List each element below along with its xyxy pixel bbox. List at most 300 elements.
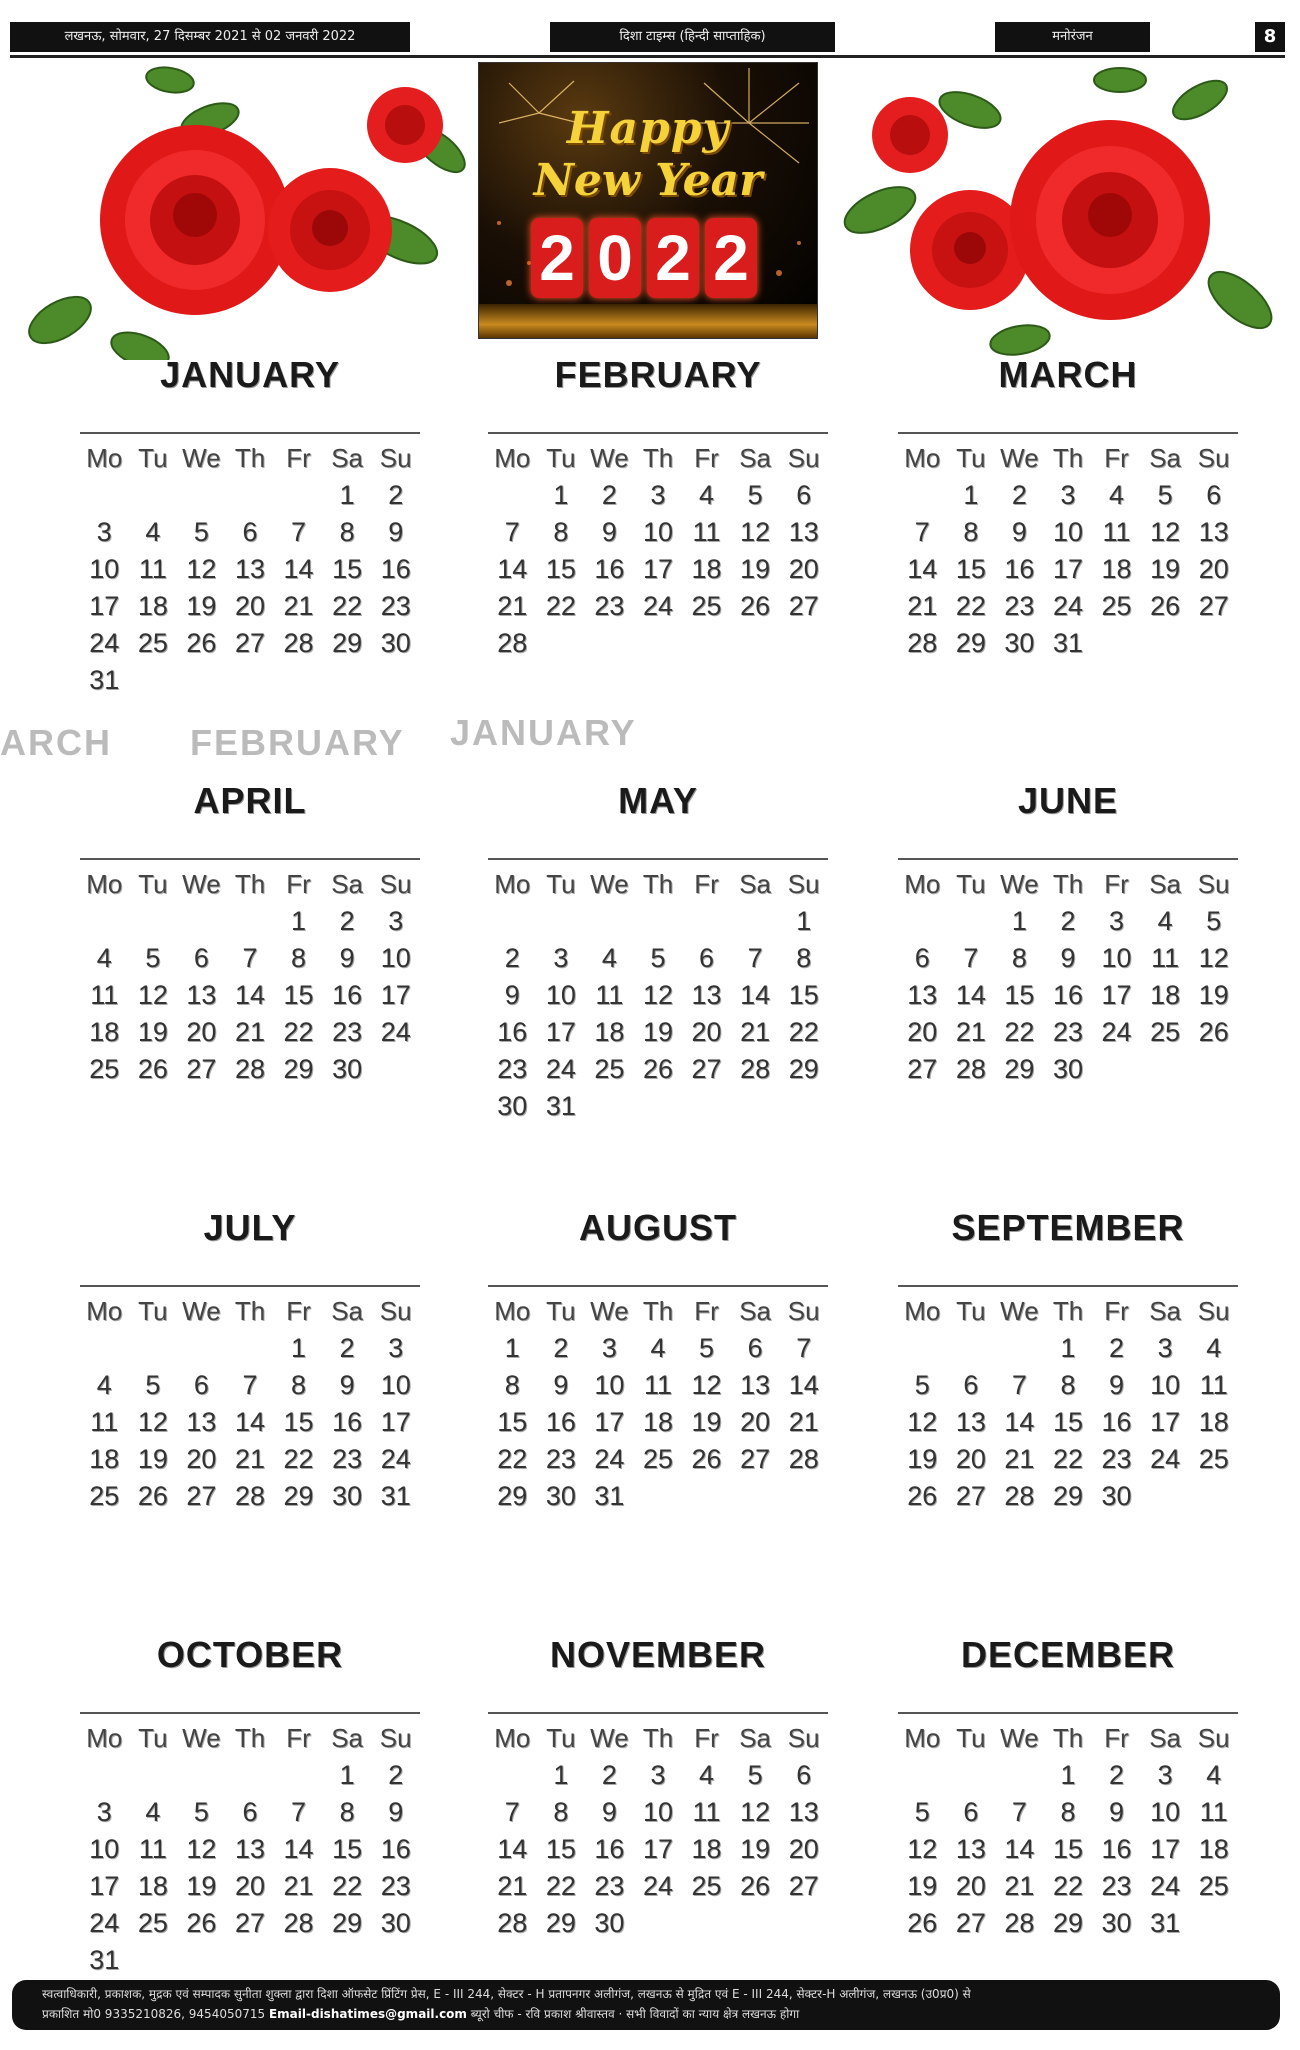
day-cell: 15 (1052, 1834, 1084, 1864)
day-cell: 15 (545, 1834, 576, 1864)
day-cell: 6 (747, 1333, 763, 1363)
weekday-header: Fr (694, 1723, 719, 1753)
day-cell: 27 (740, 1444, 771, 1474)
year-digit: 2 (647, 218, 699, 298)
weekday-header: We (1000, 443, 1039, 473)
empty-cell (226, 477, 275, 514)
day-cell: 12 (186, 1834, 217, 1864)
weekday-header: Su (787, 869, 820, 899)
day-cell: 6 (914, 943, 930, 973)
day-cell: 20 (788, 1834, 819, 1864)
day-cell: 10 (545, 980, 576, 1010)
day-cell: 5 (1157, 480, 1173, 510)
day-cell: 21 (497, 1871, 528, 1901)
day-cell: 30 (1052, 1054, 1084, 1084)
day-cell: 8 (1011, 943, 1027, 973)
day-cell: 15 (1052, 1407, 1084, 1437)
day-cell: 29 (1004, 1054, 1035, 1084)
day-cell: 10 (594, 1370, 625, 1400)
day-cell: 8 (504, 1370, 520, 1400)
day-cell: 17 (642, 1834, 674, 1864)
day-cell: 6 (242, 517, 258, 547)
day-cell: 4 (601, 943, 617, 973)
day-cell: 27 (955, 1908, 986, 1938)
day-cell: 16 (380, 554, 411, 584)
day-cell: 23 (1101, 1871, 1132, 1901)
day-cell: 13 (186, 1407, 217, 1437)
empty-cell (80, 477, 129, 514)
day-cell: 9 (339, 943, 355, 973)
day-cell: 24 (642, 591, 674, 621)
day-cell: 25 (691, 591, 722, 621)
weekday-header: Mo (494, 869, 531, 899)
empty-cell (129, 1757, 178, 1794)
day-cell: 9 (601, 1797, 617, 1827)
day-cell: 23 (594, 1871, 625, 1901)
day-cell: 27 (234, 1908, 266, 1938)
weekday-header: Su (379, 1296, 412, 1326)
day-cell: 21 (788, 1407, 819, 1437)
day-cell: 6 (193, 1370, 209, 1400)
day-cell: 16 (1052, 980, 1084, 1010)
month-rule (488, 432, 828, 434)
ghost-label: FEBRUARY (190, 722, 405, 763)
day-cell: 15 (332, 1834, 363, 1864)
day-cell: 31 (89, 665, 120, 695)
day-cell: 11 (692, 1797, 721, 1827)
day-cell: 16 (497, 1017, 528, 1047)
month-rule (80, 1285, 420, 1287)
weekday-header: Sa (1149, 869, 1182, 899)
day-cell: 15 (283, 1407, 314, 1437)
day-cell: 8 (796, 943, 812, 973)
day-cell: 18 (1150, 980, 1181, 1010)
weekday-header: Th (234, 869, 266, 899)
imprint-contact: प्रकाशित मो0 9335210826, 9454050715 (42, 2007, 266, 2021)
empty-cell (585, 903, 634, 940)
day-cell: 29 (497, 1481, 528, 1511)
day-cell: 29 (1052, 1908, 1084, 1938)
day-cell: 21 (497, 591, 528, 621)
day-cell: 2 (388, 1760, 404, 1790)
weekday-header: We (182, 869, 221, 899)
day-cell: 1 (1011, 906, 1027, 936)
day-cell: 29 (332, 628, 363, 658)
month-september (898, 1205, 1238, 1515)
month-april (80, 778, 420, 1088)
weekday-header: Su (379, 443, 412, 473)
day-cell: 12 (907, 1834, 938, 1864)
day-cell: 15 (955, 554, 986, 584)
day-cell: 21 (1004, 1871, 1035, 1901)
day-cell: 16 (332, 980, 363, 1010)
weekday-header: Fr (1104, 443, 1129, 473)
day-cell: 1 (1060, 1760, 1076, 1790)
month-title: MAY (618, 780, 698, 821)
empty-cell (177, 1757, 226, 1794)
day-cell: 20 (740, 1407, 771, 1437)
empty-cell (947, 1330, 996, 1367)
day-cell: 31 (1150, 1908, 1181, 1938)
day-cell: 14 (497, 1834, 528, 1864)
day-cell: 27 (907, 1054, 938, 1084)
month-rule (80, 1712, 420, 1714)
day-cell: 25 (89, 1054, 120, 1084)
day-cell: 30 (332, 1481, 363, 1511)
day-cell: 15 (1004, 980, 1035, 1010)
day-cell: 4 (699, 1760, 715, 1790)
day-cell: 10 (1101, 943, 1132, 973)
empty-cell (226, 1757, 275, 1794)
day-cell: 10 (1150, 1370, 1181, 1400)
day-cell: 4 (650, 1333, 666, 1363)
day-cell: 19 (186, 1871, 217, 1901)
day-cell: 30 (1004, 628, 1035, 658)
day-cell: 23 (1052, 1017, 1084, 1047)
day-cell: 7 (242, 1370, 258, 1400)
ghost-label: JANUARY (450, 712, 637, 753)
imprint-bureau: ब्यूरो चीफ - रवि प्रकाश श्रीवास्तव · सभी विवादों का न्याय क्षेत्र लखनऊ होगा (470, 2007, 800, 2021)
weekday-header: Tu (546, 443, 576, 473)
day-cell: 8 (963, 517, 979, 547)
day-cell: 11 (138, 554, 167, 584)
day-cell: 24 (1150, 1444, 1181, 1474)
day-cell: 7 (914, 517, 930, 547)
day-cell: 11 (595, 980, 624, 1010)
day-cell: 22 (332, 591, 363, 621)
day-cell: 13 (955, 1834, 986, 1864)
weekday-header: Tu (546, 1723, 576, 1753)
day-cell: 1 (291, 906, 307, 936)
weekday-header: Su (787, 1723, 820, 1753)
day-cell: 6 (699, 943, 715, 973)
day-grid (80, 1720, 420, 1979)
day-cell: 18 (1198, 1407, 1229, 1437)
day-cell: 17 (642, 554, 674, 584)
day-cell: 20 (955, 1444, 986, 1474)
weekday-header: We (182, 443, 221, 473)
day-cell: 26 (691, 1444, 722, 1474)
weekday-header: Fr (1104, 869, 1129, 899)
day-cell: 12 (691, 1370, 722, 1400)
day-cell: 13 (740, 1370, 771, 1400)
day-cell: 5 (193, 1797, 209, 1827)
day-cell: 13 (788, 1797, 819, 1827)
day-cell: 24 (89, 1908, 120, 1938)
day-cell: 14 (1004, 1407, 1035, 1437)
day-cell: 17 (380, 980, 411, 1010)
day-cell: 22 (1052, 1444, 1084, 1474)
banner-new-year-text: New Year (533, 155, 763, 206)
weekday-header: Mo (86, 443, 123, 473)
empty-cell (995, 1330, 1044, 1367)
month-title: AUGUST (579, 1207, 737, 1248)
day-cell: 4 (96, 943, 112, 973)
day-cell: 29 (955, 628, 986, 658)
day-cell: 8 (1060, 1797, 1076, 1827)
weekday-header: Th (1052, 869, 1084, 899)
day-cell: 26 (907, 1908, 938, 1938)
day-cell: 11 (1199, 1797, 1228, 1827)
day-grid (80, 440, 420, 699)
month-title: JANUARY (160, 354, 340, 395)
day-cell: 18 (594, 1017, 625, 1047)
weekday-header: Sa (739, 1296, 772, 1326)
day-cell: 21 (283, 591, 314, 621)
day-cell: 9 (1011, 517, 1027, 547)
day-cell: 28 (1004, 1481, 1035, 1511)
day-cell: 9 (504, 980, 520, 1010)
day-cell: 5 (145, 943, 161, 973)
day-cell: 29 (283, 1054, 314, 1084)
day-cell: 6 (1206, 480, 1222, 510)
day-cell: 22 (788, 1017, 819, 1047)
weekday-header: Fr (694, 869, 719, 899)
day-cell: 10 (1150, 1797, 1181, 1827)
day-cell: 12 (137, 980, 168, 1010)
day-cell: 3 (1157, 1760, 1173, 1790)
day-cell: 5 (699, 1333, 715, 1363)
day-cell: 30 (1101, 1908, 1132, 1938)
weekday-header: Sa (331, 869, 364, 899)
weekday-header: Tu (956, 869, 986, 899)
day-cell: 21 (234, 1017, 266, 1047)
day-cell: 23 (332, 1017, 363, 1047)
day-cell: 16 (594, 1834, 625, 1864)
day-cell: 28 (788, 1444, 819, 1474)
day-cell: 18 (137, 1871, 168, 1901)
month-title: OCTOBER (156, 1634, 344, 1675)
day-cell: 20 (234, 1871, 266, 1901)
day-grid (898, 1293, 1238, 1515)
day-cell: 19 (740, 1834, 771, 1864)
weekday-header: Sa (739, 869, 772, 899)
day-cell: 25 (691, 1871, 722, 1901)
day-cell: 21 (1004, 1444, 1035, 1474)
day-cell: 18 (1101, 554, 1132, 584)
empty-cell (177, 1330, 226, 1367)
day-cell: 2 (339, 906, 355, 936)
day-cell: 1 (504, 1333, 520, 1363)
weekday-header: Th (1052, 1296, 1084, 1326)
day-grid (488, 440, 828, 662)
month-november (488, 1632, 828, 1942)
day-grid (898, 866, 1238, 1088)
day-cell: 5 (145, 1370, 161, 1400)
day-cell: 1 (339, 480, 355, 510)
day-cell: 31 (594, 1481, 625, 1511)
day-cell: 23 (380, 591, 411, 621)
day-cell: 9 (601, 517, 617, 547)
day-cell: 23 (545, 1444, 576, 1474)
empty-cell (488, 1757, 537, 1794)
day-cell: 12 (740, 1797, 771, 1827)
day-cell: 24 (89, 628, 120, 658)
day-cell: 29 (545, 1908, 576, 1938)
day-cell: 28 (283, 1908, 314, 1938)
day-cell: 2 (1109, 1760, 1125, 1790)
weekday-header: We (182, 1296, 221, 1326)
empty-cell (898, 1330, 947, 1367)
day-cell: 28 (740, 1054, 771, 1084)
day-cell: 14 (234, 1407, 266, 1437)
weekday-header: Fr (694, 1296, 719, 1326)
day-cell: 1 (339, 1760, 355, 1790)
day-cell: 28 (955, 1054, 986, 1084)
weekday-header: Tu (138, 1296, 168, 1326)
day-cell: 14 (234, 980, 266, 1010)
masthead-rule (10, 55, 1285, 58)
masthead-strip (10, 22, 1285, 58)
empty-cell (488, 477, 537, 514)
day-cell: 3 (388, 1333, 404, 1363)
month-february (488, 352, 828, 662)
month-rule (898, 432, 1238, 434)
day-cell: 16 (332, 1407, 363, 1437)
weekday-header: Th (642, 869, 674, 899)
day-cell: 2 (388, 480, 404, 510)
day-cell: 17 (1052, 554, 1084, 584)
day-cell: 31 (545, 1091, 576, 1121)
day-cell: 16 (1101, 1834, 1132, 1864)
day-cell: 6 (242, 1797, 258, 1827)
weekday-header: Fr (694, 443, 719, 473)
day-cell: 16 (1004, 554, 1035, 584)
day-cell: 12 (186, 554, 217, 584)
day-cell: 2 (1011, 480, 1027, 510)
day-cell: 3 (650, 1760, 666, 1790)
day-cell: 8 (553, 517, 569, 547)
day-cell: 18 (1198, 1834, 1229, 1864)
day-cell: 25 (137, 628, 168, 658)
day-cell: 2 (339, 1333, 355, 1363)
day-cell: 7 (1011, 1797, 1027, 1827)
day-cell: 20 (788, 554, 819, 584)
empty-cell (129, 903, 178, 940)
empty-cell (226, 903, 275, 940)
day-cell: 10 (380, 1370, 411, 1400)
day-cell: 21 (740, 1017, 771, 1047)
day-cell: 19 (137, 1444, 168, 1474)
month-march (898, 352, 1238, 662)
weekday-header: Tu (138, 443, 168, 473)
empty-cell (488, 903, 537, 940)
day-cell: 27 (186, 1054, 217, 1084)
day-cell: 18 (691, 1834, 722, 1864)
day-cell: 22 (332, 1871, 363, 1901)
day-cell: 26 (907, 1481, 938, 1511)
day-cell: 2 (601, 1760, 617, 1790)
dateline: लखनऊ, सोमवार, 27 दिसम्बर 2021 से 02 जनवरी 2022 (10, 22, 410, 52)
day-cell: 23 (380, 1871, 411, 1901)
day-cell: 24 (380, 1017, 411, 1047)
day-cell: 15 (497, 1407, 528, 1437)
day-grid (898, 1720, 1238, 1942)
day-cell: 25 (1150, 1017, 1181, 1047)
day-cell: 16 (594, 554, 625, 584)
weekday-header: Tu (546, 869, 576, 899)
imprint-email: Email-dishatimes@gmail.com (268, 2007, 467, 2021)
empty-cell (177, 903, 226, 940)
day-cell: 21 (283, 1871, 314, 1901)
day-cell: 8 (291, 1370, 307, 1400)
day-cell: 4 (145, 1797, 161, 1827)
day-cell: 3 (1157, 1333, 1173, 1363)
day-cell: 17 (89, 591, 120, 621)
day-cell: 20 (186, 1444, 217, 1474)
day-cell: 9 (388, 1797, 404, 1827)
day-cell: 12 (1150, 517, 1181, 547)
day-cell: 26 (1150, 591, 1181, 621)
empty-cell (634, 903, 683, 940)
day-cell: 19 (740, 554, 771, 584)
day-cell: 27 (234, 628, 266, 658)
banner-happy-text: Happy (566, 103, 730, 154)
day-cell: 13 (234, 1834, 266, 1864)
day-cell: 13 (788, 517, 819, 547)
weekday-header: Sa (1149, 1296, 1182, 1326)
month-rule (80, 858, 420, 860)
year-digit: 2 (531, 218, 583, 298)
month-july (80, 1205, 420, 1515)
day-cell: 13 (955, 1407, 986, 1437)
day-cell: 4 (96, 1370, 112, 1400)
day-cell: 19 (642, 1017, 674, 1047)
day-cell: 26 (1198, 1017, 1229, 1047)
day-cell: 19 (691, 1407, 722, 1437)
day-cell: 14 (283, 1834, 314, 1864)
day-cell: 27 (788, 1871, 819, 1901)
day-cell: 22 (283, 1017, 314, 1047)
day-cell: 8 (1060, 1370, 1076, 1400)
day-cell: 20 (186, 1017, 217, 1047)
imprint-footer (12, 1980, 1280, 2030)
day-cell: 7 (504, 517, 520, 547)
day-cell: 22 (1004, 1017, 1035, 1047)
day-cell: 24 (642, 1871, 674, 1901)
day-cell: 15 (332, 554, 363, 584)
day-cell: 3 (96, 517, 112, 547)
weekday-header: Mo (86, 1723, 123, 1753)
day-cell: 4 (1109, 480, 1125, 510)
day-cell: 3 (1109, 906, 1125, 936)
month-title: JUNE (1017, 780, 1119, 821)
day-cell: 11 (643, 1370, 672, 1400)
day-cell: 9 (339, 1370, 355, 1400)
month-title: SEPTEMBER (951, 1207, 1185, 1248)
day-cell: 9 (1109, 1370, 1125, 1400)
day-cell: 26 (186, 628, 217, 658)
day-cell: 18 (89, 1017, 120, 1047)
day-cell: 19 (907, 1444, 938, 1474)
day-grid (488, 866, 828, 1125)
weekday-header: Fr (286, 443, 311, 473)
day-cell: 10 (1052, 517, 1084, 547)
day-cell: 4 (1206, 1333, 1222, 1363)
day-cell: 1 (291, 1333, 307, 1363)
day-cell: 26 (137, 1481, 168, 1511)
empty-cell (274, 477, 323, 514)
day-cell: 19 (1198, 980, 1229, 1010)
day-cell: 8 (553, 1797, 569, 1827)
day-cell: 29 (332, 1908, 363, 1938)
day-cell: 4 (145, 517, 161, 547)
day-cell: 15 (545, 554, 576, 584)
day-cell: 5 (914, 1370, 930, 1400)
day-cell: 17 (89, 1871, 120, 1901)
day-cell: 7 (963, 943, 979, 973)
weekday-header: Tu (138, 869, 168, 899)
